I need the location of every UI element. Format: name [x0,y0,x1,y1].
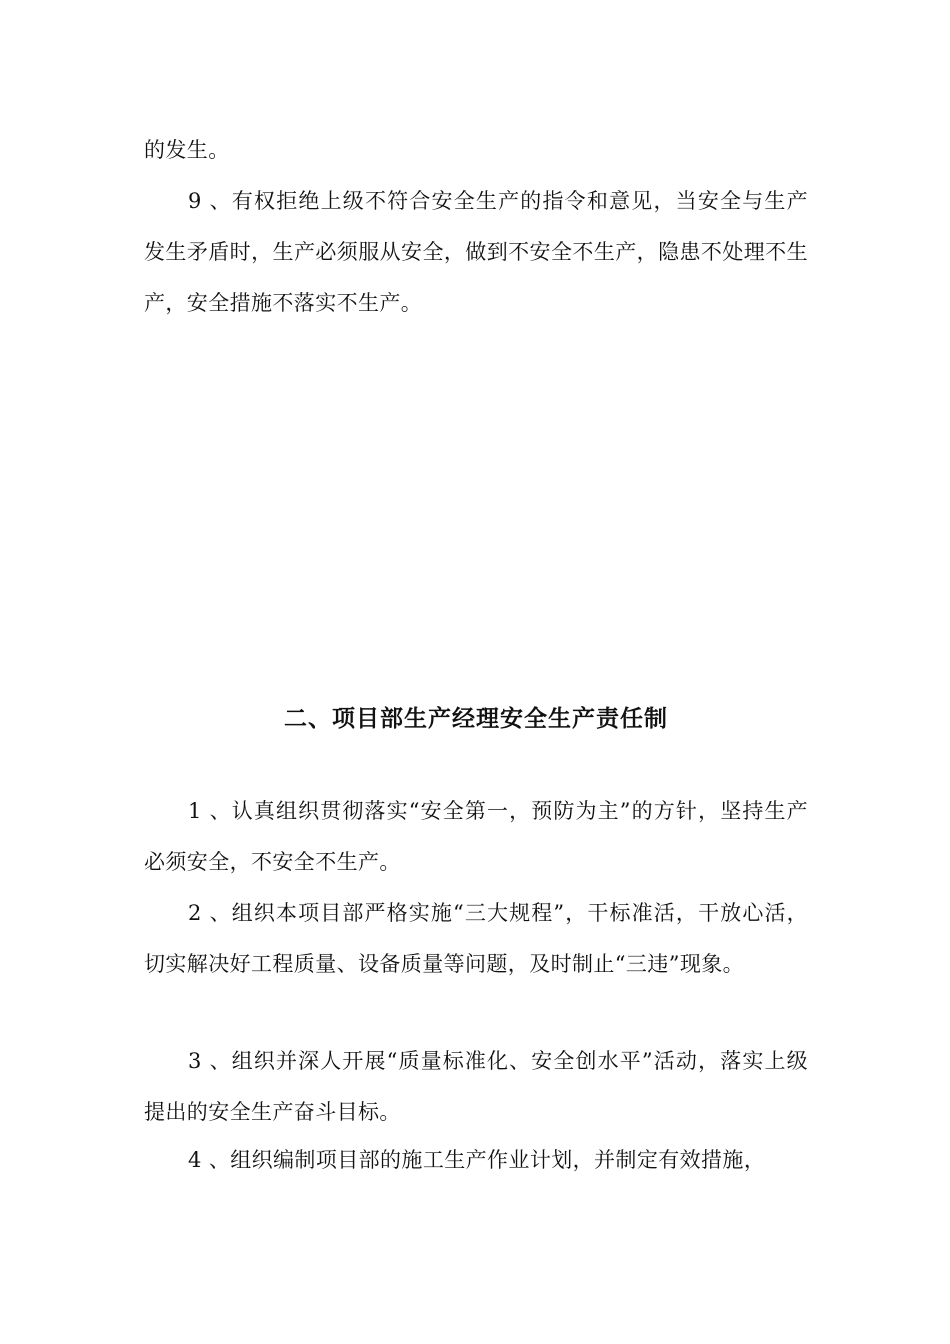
item-3-paragraph: 3 、组织并深人开展“质量标准化、安全创水平”活动，落实上级提出的安全生产奋斗目标。 [144,1049,808,1124]
item-4-paragraph: 4 、组织编制项目部的施工生产作业计划，并制定有效措施， [188,1148,766,1172]
section-heading: 二、项目部生产经理安全生产责任制 [284,706,668,732]
item-2-paragraph: 2 、组织本项目部严格实施“三大规程”，干标准活，干放心活，切实解决好工程质量、设备质量等问题，及时制止“三违”现象。 [144,901,808,976]
item-1-paragraph: 1 、认真组织贯彻落实“安全第一，预防为主”的方针，坚持生产必须安全，不安全不生产。 [144,799,808,874]
paragraph-continuation: 的发生。 [144,138,230,162]
item-9-paragraph: 9 、有权拒绝上级不符合安全生产的指令和意见，当安全与生产发生矛盾时，生产必须服从安全，做到不安全不生产，隐患不处理不生产，安全措施不落实不生产。 [144,189,808,315]
